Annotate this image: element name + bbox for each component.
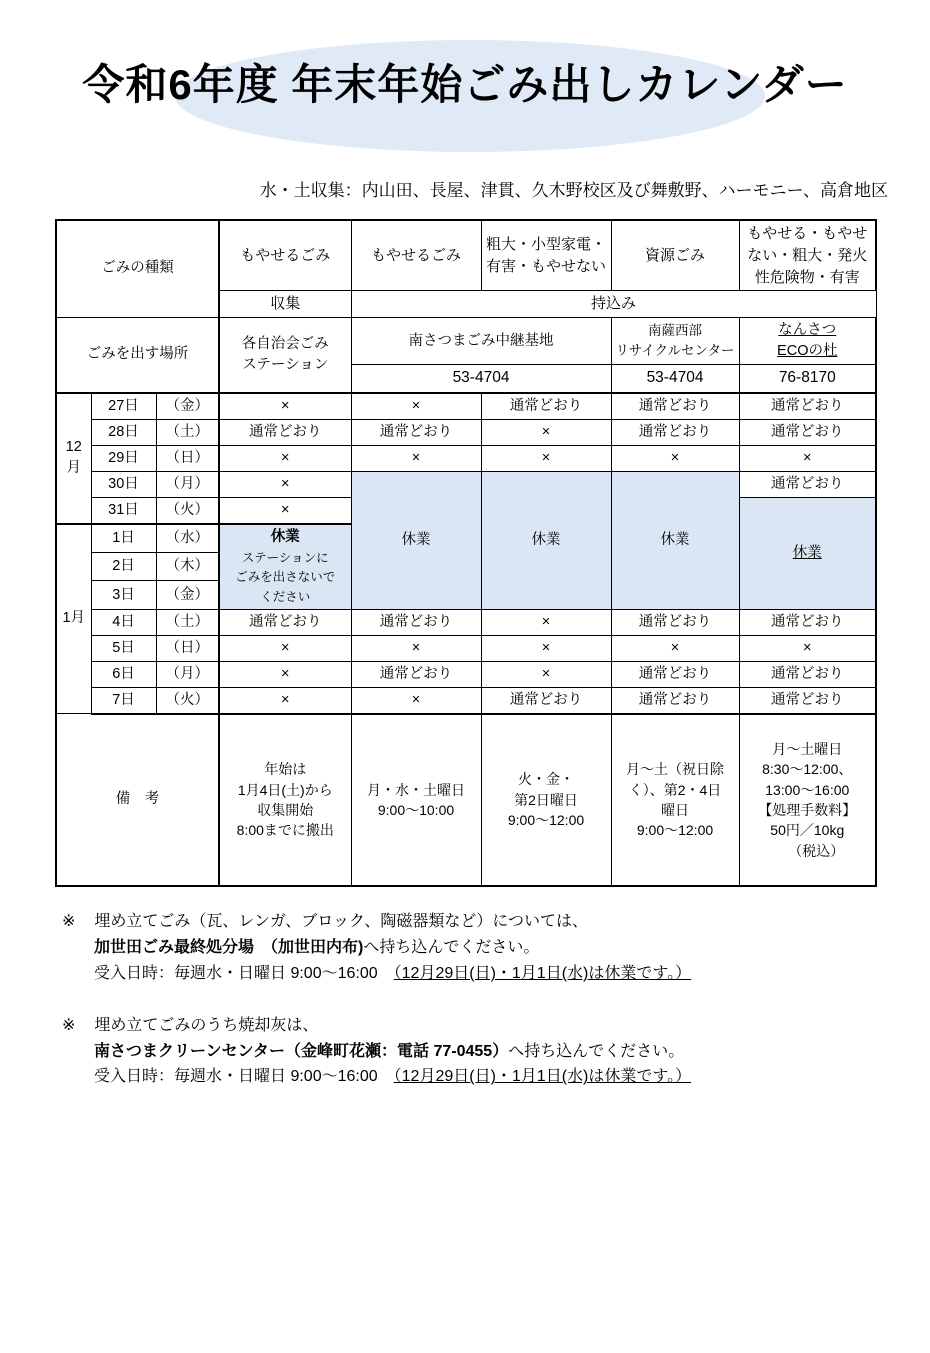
day-cell: 30日	[91, 471, 156, 497]
table-row	[56, 419, 876, 445]
remarks-col5-line5: 50円／10kg	[770, 822, 845, 839]
footnote-2-line3	[94, 1064, 930, 1090]
cell-col1: ×	[219, 471, 351, 497]
cell-col3: ×	[481, 635, 611, 661]
header-kind-5: もやせる・もやせない・粗大・発火性危険物・有害	[739, 220, 876, 291]
dow-cell: （土）	[156, 419, 219, 445]
month-cell-dec: 12月	[56, 393, 91, 524]
header-kind-1: もやせるごみ	[219, 220, 351, 291]
cell-col4: 通常どおり	[611, 393, 739, 420]
day-cell: 27日	[91, 393, 156, 420]
cell-col1: 通常どおり	[219, 419, 351, 445]
footnote-1-closed-note: （12月29日(日)・1月1日(水)は休業です。）	[393, 964, 692, 982]
remarks-col5-line3: 13:00〜16:00	[765, 781, 850, 798]
header-place-1	[219, 318, 351, 393]
remarks-col1-line1: 年始は	[264, 761, 307, 778]
remarks-col5-line6: （税込）	[788, 842, 845, 859]
remarks-col4	[611, 714, 739, 886]
cell-col3: ×	[481, 661, 611, 687]
cell-col5: ×	[739, 635, 876, 661]
cell-col2: 通常どおり	[351, 661, 481, 687]
footnote-2-line1	[62, 1013, 930, 1039]
footnotes-section	[0, 909, 930, 1090]
subtitle-collection-areas: 水・土収集：内山田、長屋、津貫、久木野校区及び舞敷野、ハーモニー、高倉地区	[259, 181, 888, 200]
remarks-col3-line3: 9:00〜12:00	[507, 812, 585, 829]
cell-col2: ×	[351, 445, 481, 471]
header-tel-3: 76-8170	[739, 365, 876, 393]
header-place-1-line2: ステーション	[242, 356, 329, 373]
header-place-4	[739, 318, 876, 365]
page-title: 令和6年度 年末年始ごみ出しカレンダー	[82, 61, 848, 108]
footnote-1	[62, 909, 930, 987]
header-place-label: ごみを出す場所	[56, 318, 219, 393]
day-cell: 28日	[91, 419, 156, 445]
header-kind-4: 資源ごみ	[611, 220, 739, 291]
footnote-1-line2-rest: へ持ち込んでください。	[363, 938, 540, 956]
footnote-2-line2-rest: へ持ち込んでください。	[508, 1042, 685, 1060]
remarks-col2-line1: 月・水・土曜日	[367, 781, 466, 798]
header-kind-2: もやせるごみ	[351, 220, 481, 291]
cell-col2: ×	[351, 635, 481, 661]
dow-cell: （土）	[156, 609, 219, 635]
remarks-col4-line4: 9:00〜12:00	[636, 822, 714, 839]
garbage-calendar-table	[55, 219, 877, 887]
day-cell: 5日	[91, 635, 156, 661]
header-place-3-line2: リサイクルセンター	[615, 343, 735, 359]
cell-col3: ×	[481, 419, 611, 445]
cell-col4: 通常どおり	[611, 419, 739, 445]
remarks-col4-line3: 曜日	[661, 801, 690, 818]
header-place-3	[611, 318, 739, 365]
header-place-2: 南さつまごみ中継基地	[351, 318, 611, 365]
footnote-2-closed-note: （12月29日(日)・1月1日(水)は休業です。）	[393, 1068, 692, 1086]
remarks-col3-line1: 火・金・	[518, 771, 575, 788]
table-row	[56, 635, 876, 661]
footnote-2-facility: 南さつまクリーンセンター（金峰町花瀬：電話 77-0455）	[94, 1042, 509, 1060]
cell-col3: 通常どおり	[481, 687, 611, 714]
cell-col3: 通常どおり	[481, 393, 611, 420]
footnote-2-line1-text: 埋め立てごみのうち焼却灰は、	[94, 1016, 319, 1034]
cell-col5: 通常どおり	[739, 687, 876, 714]
remarks-label: 備 考	[56, 714, 219, 886]
header-row-places	[56, 318, 876, 365]
footnote-1-marker: ※	[62, 912, 76, 930]
day-cell: 7日	[91, 687, 156, 714]
dow-cell: （木）	[156, 553, 219, 581]
footnote-1-line2	[94, 935, 930, 961]
header-tel-2: 53-4704	[611, 365, 739, 393]
cell-col4: ×	[611, 445, 739, 471]
dow-cell: （火）	[156, 497, 219, 524]
closed-block-col5	[739, 497, 876, 609]
cell-col1: ×	[219, 635, 351, 661]
day-cell: 31日	[91, 497, 156, 524]
dow-cell: （金）	[156, 581, 219, 609]
table-row	[56, 393, 876, 420]
day-cell: 1日	[91, 524, 156, 553]
cell-col1: ×	[219, 687, 351, 714]
cell-col2: ×	[351, 393, 481, 420]
calendar-table-wrap	[55, 219, 875, 887]
cell-col2: 通常どおり	[351, 609, 481, 635]
table-row	[56, 661, 876, 687]
dow-cell: （日）	[156, 635, 219, 661]
remarks-col1-line2: 1月4日(土)から	[237, 781, 333, 798]
cell-col4: 通常どおり	[611, 661, 739, 687]
cell-col4: 通常どおり	[611, 687, 739, 714]
title-banner	[0, 38, 930, 158]
remarks-col4-line2: く）、第2・4日	[628, 781, 722, 798]
month-cell-jan: 1月	[56, 524, 91, 714]
cell-col5: 通常どおり	[739, 419, 876, 445]
station-note-line1: ステーションに	[241, 550, 329, 565]
remarks-col5-line1: 月〜土曜日	[772, 741, 843, 758]
footnote-1-facility: 加世田ごみ最終処分場 （加世田内布)	[94, 938, 364, 956]
header-method-bring: 持込み	[351, 291, 876, 318]
dow-cell: （日）	[156, 445, 219, 471]
remarks-row	[56, 714, 876, 886]
remarks-col5-line4: 【処理手数料】	[758, 801, 857, 818]
header-row-kinds	[56, 220, 876, 291]
cell-col5: ×	[739, 445, 876, 471]
cell-col2: 通常どおり	[351, 419, 481, 445]
cell-col1: 通常どおり	[219, 609, 351, 635]
dow-cell: （火）	[156, 687, 219, 714]
day-cell: 2日	[91, 553, 156, 581]
closed-block-col5-label: 休業	[792, 544, 822, 561]
remarks-col2-line2: 9:00〜10:00	[377, 801, 455, 818]
cell-col1: ×	[219, 661, 351, 687]
footnote-1-line1-text: 埋め立てごみ（瓦、レンガ、ブロック、陶磁器類など）については、	[94, 912, 588, 930]
footnote-1-hours: 受入日時：毎週水・日曜日 9:00〜16:00	[94, 964, 394, 982]
cell-col3: ×	[481, 445, 611, 471]
remarks-col5-line2: 8:30〜12:00、	[762, 761, 853, 778]
footnote-2-hours: 受入日時：毎週水・日曜日 9:00〜16:00	[94, 1068, 394, 1086]
footnote-1-line3	[94, 961, 930, 987]
closed-block-col3: 休業	[481, 471, 611, 609]
footnote-2	[62, 1013, 930, 1091]
remarks-col2	[351, 714, 481, 886]
footnote-2-marker: ※	[62, 1016, 76, 1034]
header-place-4-line2: ECOの杜	[777, 343, 838, 360]
header-kind-label: ごみの種類	[56, 220, 219, 318]
cell-col1: ×	[219, 445, 351, 471]
table-row	[56, 687, 876, 714]
header-method-collect: 収集	[219, 291, 351, 318]
footnote-1-line1	[62, 909, 930, 935]
remarks-col1	[219, 714, 351, 886]
closed-block-col2: 休業	[351, 471, 481, 609]
day-cell: 3日	[91, 581, 156, 609]
footnote-2-line2	[94, 1039, 930, 1065]
cell-col5: 通常どおり	[739, 471, 876, 497]
cell-col1: ×	[219, 497, 351, 524]
cell-col4: 通常どおり	[611, 609, 739, 635]
dow-cell: （水）	[156, 524, 219, 553]
station-note-line2: ごみを出さないで	[235, 570, 336, 585]
dow-cell: （月）	[156, 471, 219, 497]
cell-col5: 通常どおり	[739, 661, 876, 687]
remarks-col1-line4: 8:00までに搬出	[236, 822, 334, 839]
header-place-1-line1: 各自治会ごみ	[241, 335, 329, 352]
cell-col5: 通常どおり	[739, 393, 876, 420]
closed-block-col1	[219, 524, 351, 610]
remarks-col5	[739, 714, 876, 886]
cell-col1: ×	[219, 393, 351, 420]
remarks-col4-line1: 月〜土（祝日除	[626, 761, 725, 778]
dow-cell: （月）	[156, 661, 219, 687]
remarks-col1-line3: 収集開始	[257, 801, 314, 818]
cell-col2: ×	[351, 687, 481, 714]
station-note-line3: ください	[260, 590, 311, 605]
cell-col5: 通常どおり	[739, 609, 876, 635]
closed-block-col1-label: 休業	[270, 528, 300, 545]
table-row	[56, 609, 876, 635]
remarks-col3-line2: 第2日曜日	[514, 791, 578, 808]
day-cell: 29日	[91, 445, 156, 471]
day-cell: 4日	[91, 609, 156, 635]
cell-col3: ×	[481, 609, 611, 635]
remarks-col3	[481, 714, 611, 886]
cell-col4: ×	[611, 635, 739, 661]
header-kind-3: 粗大・小型家電・有害・もやせない	[481, 220, 611, 291]
dow-cell: （金）	[156, 393, 219, 420]
day-cell: 6日	[91, 661, 156, 687]
table-row	[56, 471, 876, 497]
header-place-4-line1: なんさつ	[778, 322, 837, 338]
table-row	[56, 445, 876, 471]
header-place-3-line1: 南薩西部	[648, 323, 703, 339]
closed-block-col4: 休業	[611, 471, 739, 609]
header-tel-1: 53-4704	[351, 365, 611, 393]
